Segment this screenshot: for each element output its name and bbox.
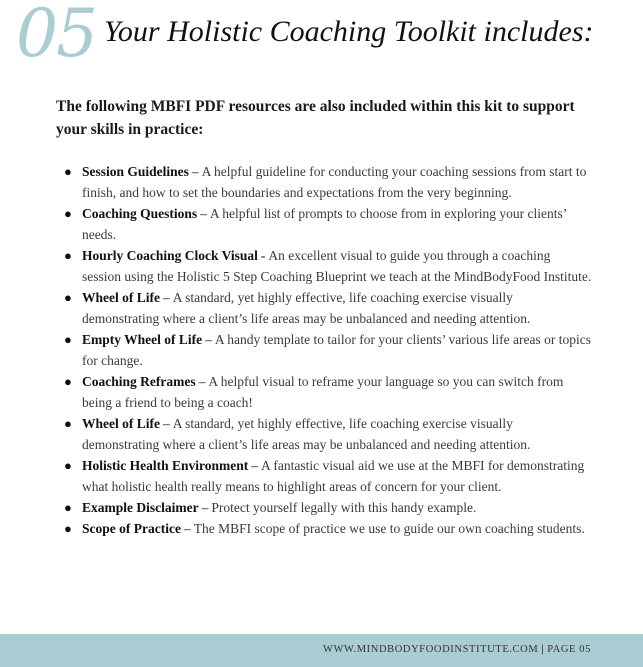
- resource-description: A handy template to tailor for your clients’ various life areas or topics for change.: [82, 332, 592, 368]
- bullet-icon: ●: [64, 500, 72, 515]
- resource-separator: –: [251, 458, 259, 473]
- bullet-icon: ●: [64, 290, 72, 305]
- footer-text: [323, 643, 591, 657]
- bullet-icon: ●: [64, 374, 72, 389]
- list-item: [62, 287, 592, 329]
- resource-separator: -: [260, 248, 266, 263]
- resource-description: A helpful visual to reframe your language so you can switch from being a friend to being a coach!: [82, 374, 564, 410]
- bullet-icon: ●: [64, 458, 72, 473]
- resource-description: An excellent visual to guide you through a coaching session using the Holistic 5 Step Coaching Blueprint we teach at the MindBodyFood Institute.: [82, 248, 592, 284]
- resource-name: Scope of Practice: [82, 521, 181, 536]
- resource-name: Coaching Questions: [82, 206, 198, 221]
- resource-separator: –: [162, 290, 170, 305]
- bullet-icon: ●: [64, 332, 72, 347]
- resource-separator: –: [205, 332, 212, 347]
- resource-description: A fantastic visual aid we use at the MBFI for demonstrating what holistic health really means to highlight areas of concern for your client.: [82, 458, 585, 494]
- bullet-icon: ●: [64, 164, 72, 179]
- list-item: [62, 161, 592, 203]
- resource-separator: –: [201, 500, 209, 515]
- resource-name: Hourly Coaching Clock Visual: [82, 248, 258, 263]
- resource-name: Wheel of Life: [82, 416, 160, 431]
- resource-name: Session Guidelines: [82, 164, 189, 179]
- resource-separator: –: [198, 374, 206, 389]
- resource-separator: –: [183, 521, 191, 536]
- page-header: [0, 0, 643, 80]
- section-number: 05: [16, 0, 96, 72]
- resource-separator: –: [191, 164, 199, 179]
- resource-separator: –: [162, 416, 170, 431]
- bullet-icon: ●: [64, 521, 72, 536]
- list-item: [62, 497, 592, 518]
- resource-name: Example Disclaimer: [82, 500, 199, 515]
- resource-description: A standard, yet highly effective, life coaching exercise visually demonstrating where a client’s life areas may be unbalanced and needing attention.: [82, 290, 531, 326]
- footer-divider: |: [541, 644, 545, 655]
- list-item: [62, 413, 592, 455]
- list-item: [62, 455, 592, 497]
- bullet-icon: ●: [64, 248, 72, 263]
- list-item: [62, 203, 592, 245]
- resource-name: Wheel of Life: [82, 290, 160, 305]
- bullet-icon: ●: [64, 206, 72, 221]
- resource-description: Protect yourself legally with this handy example.: [211, 500, 477, 515]
- list-item: [62, 518, 592, 539]
- resource-description: The MBFI scope of practice we use to guide our own coaching students.: [193, 521, 585, 536]
- footer-website: WWW.MINDBODYFOODINSTITUTE.COM: [322, 644, 539, 655]
- resource-list: [62, 161, 592, 539]
- intro-paragraph: The following MBFI PDF resources are also included within this kit to support your skills in practice:: [56, 98, 575, 138]
- page-footer: [0, 634, 643, 667]
- list-item: [62, 329, 592, 371]
- resource-description: A helpful list of prompts to choose from in exploring your clients’ needs.: [82, 206, 567, 242]
- resource-description: A standard, yet highly effective, life coaching exercise visually demonstrating where a client’s life areas may be unbalanced and needing attention.: [82, 416, 531, 452]
- list-item: [62, 371, 592, 413]
- resource-separator: –: [200, 206, 207, 221]
- resource-description: A helpful guideline for conducting your coaching sessions from start to finish, and how to set the boundaries and expectations from the very beginning.: [82, 164, 587, 200]
- list-item: [62, 245, 592, 287]
- resource-name: Holistic Health Environment: [82, 458, 249, 473]
- page-title: Your Holistic Coaching Toolkit includes:: [104, 15, 594, 48]
- resource-name: Coaching Reframes: [82, 374, 196, 389]
- footer-page-number: PAGE 05: [547, 644, 591, 655]
- bullet-icon: ●: [64, 416, 72, 431]
- resource-name: Empty Wheel of Life: [82, 332, 203, 347]
